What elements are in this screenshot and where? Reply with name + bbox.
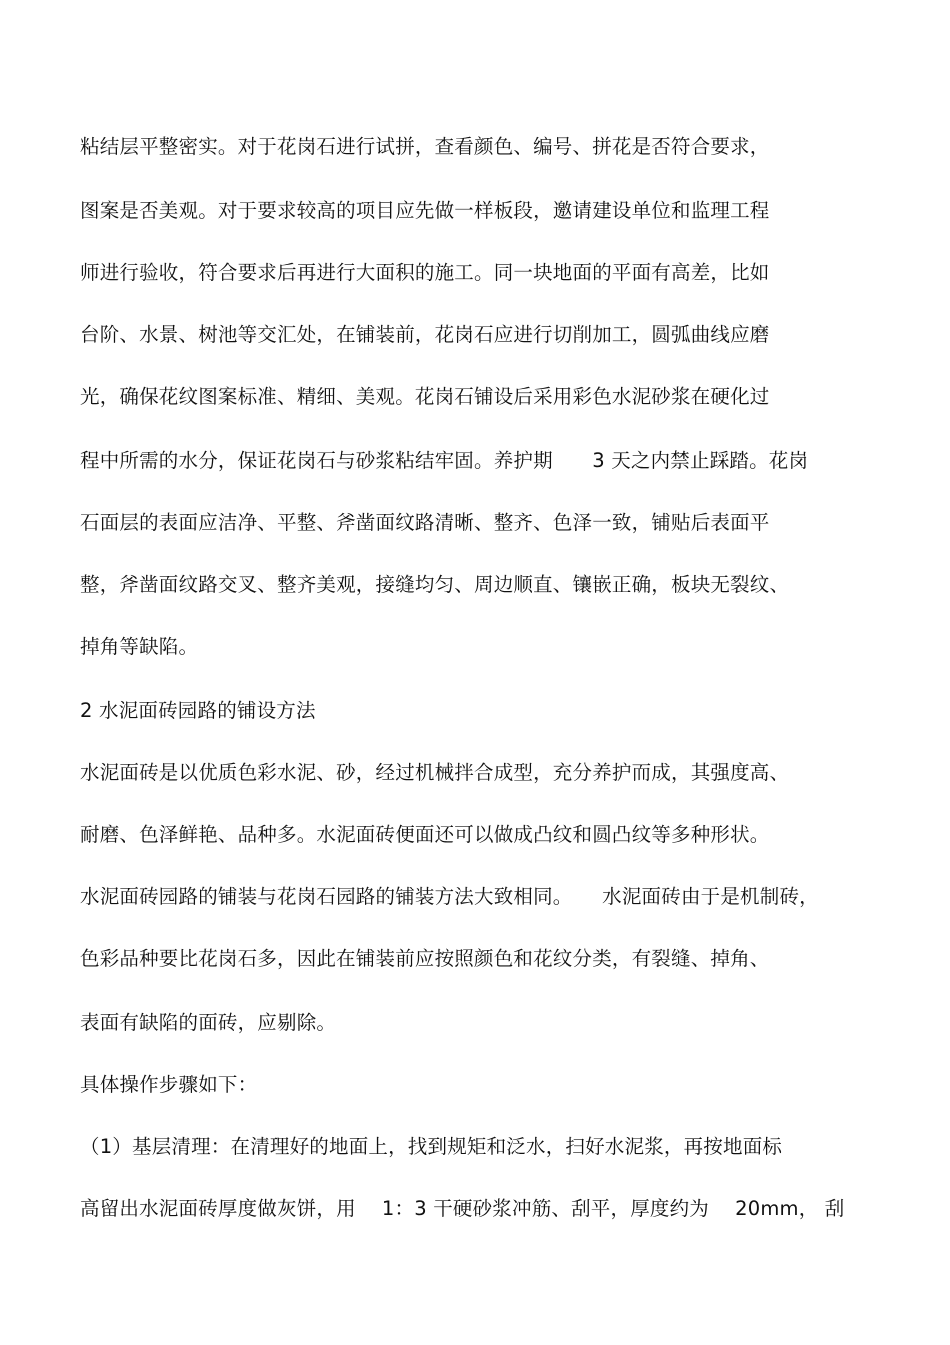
text-line: 粘结层平整密实。对于花岗石进行试拼，查看颜色、编号、拼花是否符合要求， [80, 135, 770, 158]
text-line: 高留出水泥面砖厚度做灰饼，用 1：3 干硬砂浆冲筋、刮平，厚度约为 20mm， 刮 [80, 1197, 845, 1220]
text-line: 耐磨、色泽鲜艳、品种多。水泥面砖便面还可以做成凸纹和圆凸纹等多种形状。 [80, 823, 770, 846]
text-line: 整，斧凿面纹路交叉、整齐美观，接缝均匀、周边顺直、镶嵌正确，板块无裂纹、 [80, 573, 790, 596]
text-line: 台阶、水景、树池等交汇处，在铺装前，花岗石应进行切削加工，圆弧曲线应磨 [80, 323, 770, 346]
text-line: 色彩品种要比花岗石多，因此在铺装前应按照颜色和花纹分类，有裂缝、掉角、 [80, 947, 770, 970]
section-heading: 2 水泥面砖园路的铺设方法 [80, 699, 316, 722]
text-line: （1）基层清理：在清理好的地面上，找到规矩和泛水，扫好水泥浆，再按地面标 [80, 1135, 783, 1158]
text-line: 程中所需的水分，保证花岗石与砂浆粘结牢固。养护期 3 天之内禁止踩踏。花岗 [80, 449, 809, 472]
text-line: 表面有缺陷的面砖，应剔除。 [80, 1011, 337, 1034]
text-line: 具体操作步骤如下： [80, 1073, 258, 1096]
text-line: 掉角等缺陷。 [80, 635, 199, 658]
text-line: 水泥面砖园路的铺装与花岗石园路的铺装方法大致相同。 水泥面砖由于是机制砖， [80, 885, 819, 908]
text-line: 水泥面砖是以优质色彩水泥、砂，经过机械拌合成型，充分养护而成，其强度高、 [80, 761, 790, 784]
text-line: 光，确保花纹图案标准、精细、美观。花岗石铺设后采用彩色水泥砂浆在硬化过 [80, 385, 770, 408]
text-line: 师进行验收，符合要求后再进行大面积的施工。同一块地面的平面有高差，比如 [80, 261, 770, 284]
text-line: 图案是否美观。对于要求较高的项目应先做一样板段，邀请建设单位和监理工程 [80, 199, 770, 222]
text-line: 石面层的表面应洁净、平整、斧凿面纹路清晰、整齐、色泽一致，铺贴后表面平 [80, 511, 770, 534]
